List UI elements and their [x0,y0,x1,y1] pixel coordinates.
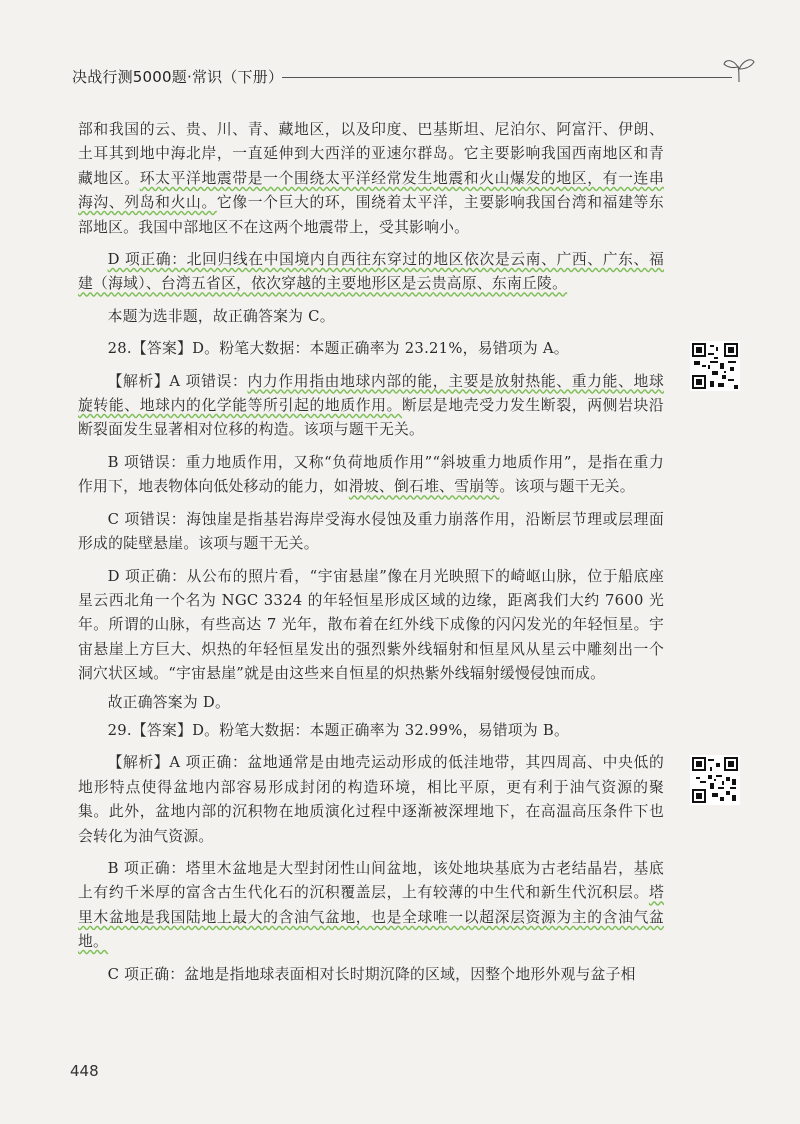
paragraph [78,248,664,297]
running-header [72,62,752,92]
text-run: 本题为选非题，故正确答案为 C。 [107,307,335,325]
underlined-text: 塔里木盆地是我国陆地上最大的含油气盆地，也是全球唯一以超深层资源为主的含油气盆地。 [78,884,664,951]
paragraph [78,751,664,849]
text-run: 。该项与题干无关。 [499,478,635,496]
paragraph [78,370,664,443]
text-run: D 项正确：从公布的照片看，“宇宙悬崖”像在月光映照下的崎岖山脉，位于船底座星云西北角一个名为 NGC 3324 的年轻恒星形成区域的边缘，距离我们大约 7600 光年。所谓的山脉，有些高达 7 光年，散布着在红外线下成像的闪闪发光的年轻恒星。宇宙悬崖上方巨大、炽热的年轻恒星发出的强烈紫外线辐射和恒星风从星云中雕刻出一个洞穴状区域。“宇宙悬崖”就是由这些来自恒星的炽热紫外线辐射缓慢侵蚀而成。 [78,567,664,683]
text-run: 28.【答案】D。粉笔大数据：本题正确率为 23.21%，易错项为 A。 [107,340,569,358]
page-body [78,118,664,995]
underlined-text: 滑坡、倒石堆、雪崩等 [348,478,500,496]
book-title: 决战行测5000题·常识（下册） [72,68,284,86]
underlined-text: 内力作用指由地球内部的能，主要是放射热能、重力能、地球旋转能、地球内的化学能等所引起的地质作用。 [78,372,665,415]
paragraph [78,118,664,240]
text-run: 【解析】A 项正确：盆地通常是由地壳运动形成的低洼地带，其四周高、中央低的地形特点使得盆地内部容易形成封闭的构造环境，相比平原，更有利于油气资源的聚集。此外，盆地内部的沉积物在地质演化过程中逐渐被深埋地下，在高温高压条件下也会转化为油气资源。 [78,754,664,845]
paragraph [78,451,664,500]
underlined-text: 环太平洋地震带是一个围绕太平洋经常发生地震和火山爆发的地区，有一连串海沟、列岛和火山。 [78,169,664,212]
text-run: 29.【答案】D。粉笔大数据：本题正确率为 32.99%，易错项为 B。 [107,721,570,739]
text-run: B 项错误：重力地质作用，又称“负荷地质作用”“斜坡重力地质作用”，是指在重力作用下，地表物体向低处移动的能力，如 [78,453,664,496]
paragraph [78,857,664,955]
qr-code-icon[interactable] [690,755,740,805]
answer-line [78,719,664,743]
header-rule [282,77,732,78]
qr-code-icon[interactable] [690,341,740,391]
text-run: C 项正确：盆地是指地球表面相对长时期沉降的区域，因整个地形外观与盆子相 [107,965,636,983]
paragraph [78,963,664,987]
page-number: 448 [70,1062,99,1080]
paragraph [78,305,664,329]
text-run: 【解析】A 项错误： [107,372,248,390]
text-run: 断层是地壳受力发生断裂，两侧岩块沿断裂面发生显著相对位移的构造。该项与题干无关。 [78,397,664,439]
text-run: 部和我国的云、贵、川、青、藏地区，以及印度、巴基斯坦、尼泊尔、阿富汗、伊朗、土耳其到地中海北岸，一直延伸到大西洋的亚速尔群岛。它主要影响我国西南地区和青藏地区。 [78,121,664,187]
text-run: 故正确答案为 D。 [107,693,230,711]
paragraph [78,691,664,715]
paragraph [78,508,664,557]
paragraph [78,565,664,687]
sprout-icon [722,54,756,84]
text-run: B 项正确：塔里木盆地是大型封闭性山间盆地，该处地块基底为古老结晶岩，基底上有约千米厚的富含古生代化石的沉积覆盖层，上有较薄的中生代和新生代沉积层。 [78,859,664,902]
answer-line [78,337,664,361]
underlined-text: D 项正确：北回归线在中国境内自西往东穿过的地区依次是云南、广西、广东、福建（海域）、台湾五省区，依次穿越的主要地形区是云贵高原、东南丘陵。 [78,251,664,293]
text-run: 它像一个巨大的环，围绕着太平洋，主要影响我国台湾和福建等东部地区。我国中部地区不在这两个地震带上，受其影响小。 [78,194,664,236]
text-run: C 项错误：海蚀崖是指基岩海岸受海水侵蚀及重力崩落作用，沿断层节理或层理面形成的陡壁悬崖。该项与题干无关。 [78,510,664,553]
